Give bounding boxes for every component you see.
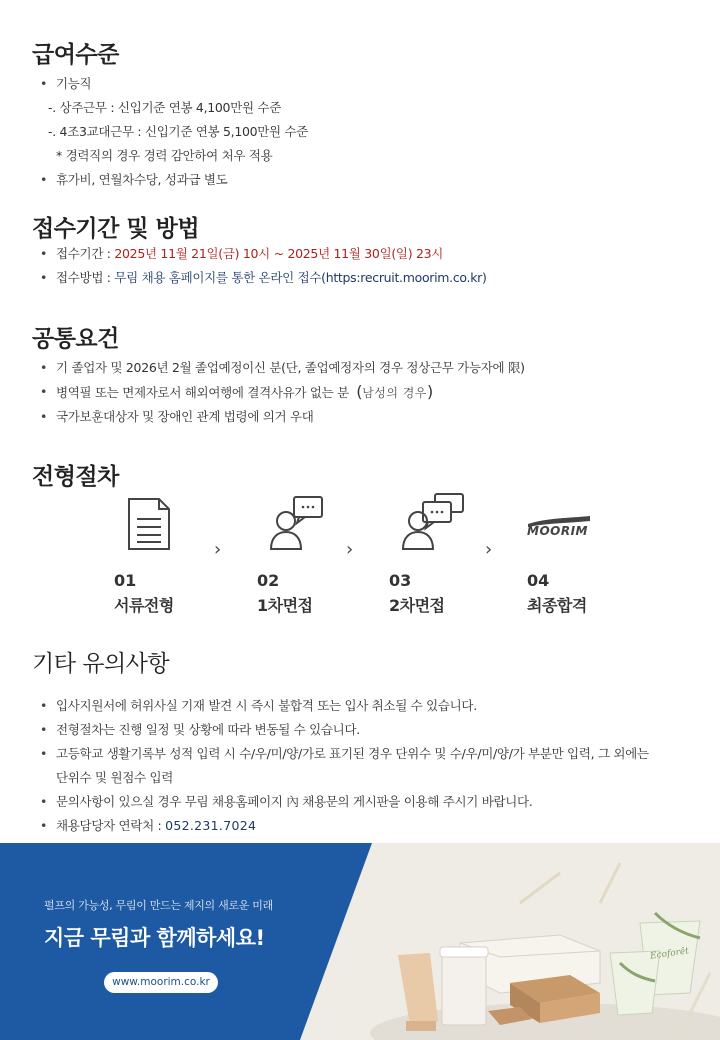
list-item: • 휴가비, 연월차수당, 성과급 별도 [40, 168, 308, 192]
step-number: 03 [389, 571, 412, 590]
paren-open: ( [356, 382, 363, 401]
document-icon [126, 497, 172, 552]
list-item [40, 380, 525, 405]
list-item: -. 4조3교대근무 : 신입기준 연봉 5,100만원 수준 [48, 124, 309, 139]
banner-subtitle: 펄프의 가능성, 무림이 만드는 제지의 새로운 미래 [44, 899, 273, 912]
list-item: • 입사지원서에 허위사실 기재 발견 시 즉시 불합격 또는 입사 취소될 수 있습니다. [40, 694, 649, 718]
step-arrow: › [346, 539, 354, 560]
apply-title: 접수기간 및 방법 [32, 216, 200, 242]
step-label: 2차면접 [389, 596, 445, 615]
list-item: • 국가보훈대상자 및 장애인 관계 법령에 의거 우대 [40, 405, 525, 429]
banner-headline: 지금 무림과 함께하세요! [44, 926, 265, 950]
contact-label: 채용담당자 연락처 : [56, 818, 166, 833]
list-item [40, 266, 487, 290]
step-number: 04 [527, 571, 550, 590]
requirements-title: 공통요건 [32, 326, 119, 352]
process-title: 전형절차 [32, 464, 119, 490]
website-link[interactable]: www.moorim.co.kr [104, 972, 218, 993]
moorim-logo [526, 515, 592, 541]
list-item: * 경력직의 경우 경력 감안하여 처우 적용 [56, 148, 273, 163]
step-number: 01 [114, 571, 137, 590]
notes-list [40, 694, 649, 838]
cup-brand-text: Ecoforêt [649, 946, 690, 962]
step-number: 02 [257, 571, 280, 590]
recruit-banner [0, 843, 720, 1040]
step-arrow: › [485, 539, 493, 560]
salary-title: 급여수준 [32, 42, 119, 68]
interview-icon [268, 494, 326, 552]
list-item: • 기 졸업자 및 2026년 2월 졸업예정이신 분(단, 졸업예정자의 경우 정상근무 가능자에 限) [40, 356, 525, 380]
list-item [40, 814, 649, 838]
step-arrow: › [214, 539, 222, 560]
list-item-continuation: 단위수 및 원점수 입력 [56, 770, 173, 785]
list-item: • 기능직 [40, 72, 308, 96]
paren-close: ) [426, 382, 433, 401]
list-item: • 문의사항이 있으실 경우 무림 채용홈페이지 內 채용문의 게시판을 이용해 주시기 바랍니다. [40, 790, 649, 814]
salary-list [40, 72, 308, 192]
step-label: 서류전형 [114, 596, 174, 615]
group-interview-icon [401, 492, 467, 552]
notes-title: 기타 유의사항 [32, 651, 170, 677]
list-item: • 고등학교 생활기록부 성적 입력 시 수/우/미/양/가로 표기된 경우 단위수 및 수/우/미/양/가 부분만 입력, 그 외에는 [40, 742, 649, 766]
apply-list [40, 242, 487, 290]
method-label: 접수방법 : [56, 270, 115, 285]
list-item: -. 상주근무 : 신입기준 연봉 4,100만원 수준 [48, 100, 281, 115]
contact-phone: 052.231.7024 [165, 818, 257, 833]
list-item: • 전형절차는 진행 일정 및 상황에 따라 변동될 수 있습니다. [40, 718, 649, 742]
method-value: 무림 채용 홈페이지를 통한 온라인 접수(https:recruit.moorim.co.kr) [114, 270, 487, 285]
step-label: 1차면접 [257, 596, 313, 615]
requirement-text: 병역필 또는 면제자로서 해외여행에 결격사유가 없는 분 [56, 385, 349, 400]
period-value: 2025년 11월 21일(금) 10시 ~ 2025년 11월 30일(일) 23시 [114, 246, 444, 261]
period-label: 접수기간 : [56, 246, 115, 261]
handwritten-note: 남성의 경우 [362, 386, 427, 400]
list-item [40, 242, 487, 266]
step-label: 최종합격 [527, 596, 587, 615]
requirements-list [40, 356, 525, 429]
moorim-logo-text: MOORIM [527, 524, 588, 538]
